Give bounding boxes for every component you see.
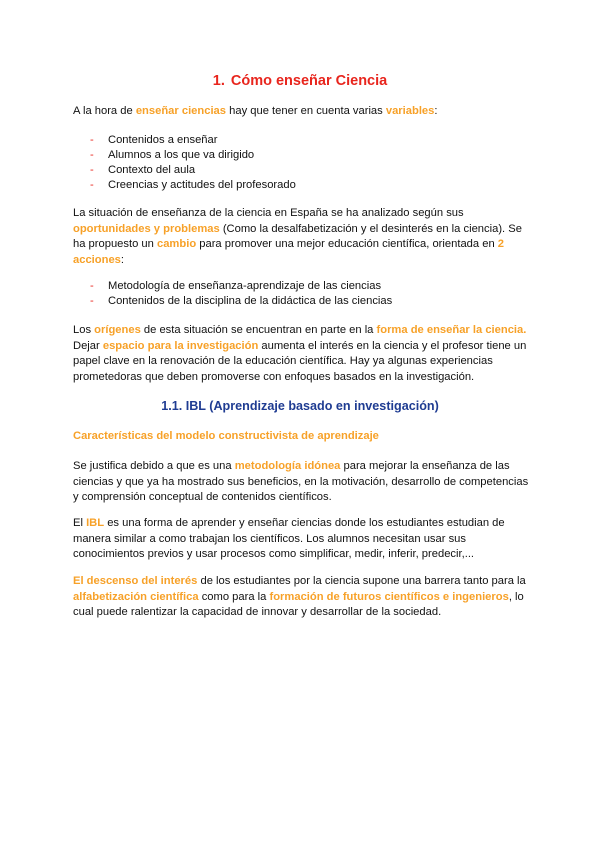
highlight-oportunidades: oportunidades y problemas: [73, 222, 220, 235]
descenso-paragraph: [73, 574, 533, 621]
section-heading: Características del modelo constructivista de aprendizaje: [73, 430, 379, 442]
list-item: [90, 163, 296, 178]
text-run: para mejorar la enseñanza de las: [340, 460, 510, 472]
highlight-acciones: acciones: [73, 253, 121, 266]
text-run: , lo: [508, 590, 524, 603]
bullet-dash: -: [90, 280, 94, 292]
list-item-text: Alumnos a los que va dirigido: [108, 149, 255, 162]
highlight-metodologia: metodología idónea: [234, 460, 341, 472]
text-run: Se justifica debido a que es una: [73, 460, 235, 472]
title-number: 1.: [212, 73, 225, 89]
page-title: [0, 73, 600, 89]
text-run: Los: [73, 324, 95, 336]
text-run: :: [434, 105, 438, 117]
text-run: El: [73, 517, 87, 529]
list-item-text: Contenidos a enseñar: [108, 134, 218, 146]
text-run: conocimientos previos y usar procesos como simplificar, medir, inferir, predecir,...: [73, 548, 475, 561]
list-item-text: Contexto del aula: [108, 164, 196, 177]
bullet-dash: -: [90, 164, 94, 177]
bullet-dash: -: [90, 149, 94, 162]
highlight-espacio-investigacion: espacio para la investigación: [102, 339, 259, 352]
list-item: [90, 148, 296, 163]
text-run: La situación de enseñanza de la ciencia en España se ha analizado según sus: [73, 207, 464, 219]
list-item: [90, 178, 296, 193]
acciones-list: [90, 279, 392, 309]
highlight-descenso: El descenso del interés: [73, 575, 198, 587]
list-item-text: Metodología de enseñanza-aprendizaje de las ciencias: [108, 280, 382, 292]
title-text: Cómo enseñar Ciencia: [230, 73, 388, 89]
highlight-cambio: cambio: [156, 238, 197, 251]
text-run: es una forma de aprender y enseñar ciencias donde los estudiantes estudian de: [104, 517, 505, 529]
intro-paragraph: [73, 104, 533, 120]
highlight-alfabetizacion: alfabetización científica: [73, 590, 199, 603]
text-run: A la hora de: [73, 105, 136, 117]
bullet-dash: -: [90, 134, 94, 146]
list-item: [90, 133, 296, 148]
origenes-paragraph: [73, 323, 533, 385]
text-run: y comprensión conceptual de contenidos científicos.: [73, 491, 332, 504]
text-run: papel clave en la renovación de la educación científica. Hay ya algunas experiencias: [73, 355, 493, 368]
text-run: manera similar a como trabajan los científicos. Los alumnos necesitan usar sus: [73, 532, 466, 545]
highlight-origenes: orígenes: [94, 324, 141, 336]
variables-list: [90, 133, 296, 193]
list-item-text: Contenidos de la disciplina de la didáctica de las ciencias: [108, 295, 393, 308]
text-run: cual puede ralentizar la capacidad de innovar y desarrollar de la sociedad.: [73, 606, 442, 619]
justifica-paragraph: [73, 459, 533, 506]
text-run: como para la: [198, 590, 270, 603]
highlight-ibl: IBL: [86, 517, 105, 529]
text-run: :: [120, 253, 124, 266]
bullet-dash: -: [90, 179, 94, 192]
ibl-paragraph: [73, 516, 533, 563]
bullet-dash: -: [90, 295, 94, 308]
text-run: ha propuesto un: [73, 238, 157, 251]
text-run: aumenta el interés en la ciencia y el profesor tiene un: [258, 339, 527, 352]
list-item-text: Creencias y actitudes del profesorado: [108, 179, 296, 192]
highlight-dos: 2: [497, 238, 505, 251]
highlight-variables: variables: [385, 105, 435, 117]
list-item: [90, 279, 392, 294]
text-run: Dejar: [73, 339, 103, 352]
text-run: hay que tener en cuenta varias: [226, 105, 386, 117]
text-run: prometedoras que deben promoverse con enfoques basados en la investigación.: [73, 370, 475, 383]
text-run: para promover una mejor educación científica, orientada en: [196, 238, 498, 251]
text-run: de esta situación se encuentran en parte en la: [140, 324, 377, 336]
situacion-paragraph: [73, 206, 533, 268]
list-item: [90, 294, 392, 309]
text-run: de los estudiantes por la ciencia supone una barrera tanto para la: [197, 575, 526, 587]
highlight-formacion: formación de futuros científicos e ingenieros: [269, 590, 509, 603]
section-subtitle: 1.1. IBL (Aprendizaje basado en investigación): [161, 399, 439, 413]
highlight-ensenar-ciencias: enseñar ciencias: [135, 105, 227, 117]
text-run: ciencias y que ya ha mostrado sus beneficios, en la motivación, desarrollo de competencias: [73, 475, 529, 488]
text-run: (Como la desalfabetización y el desinterés en la ciencia). Se: [219, 222, 522, 235]
highlight-forma-ensenar: forma de enseñar la ciencia.: [376, 324, 527, 336]
